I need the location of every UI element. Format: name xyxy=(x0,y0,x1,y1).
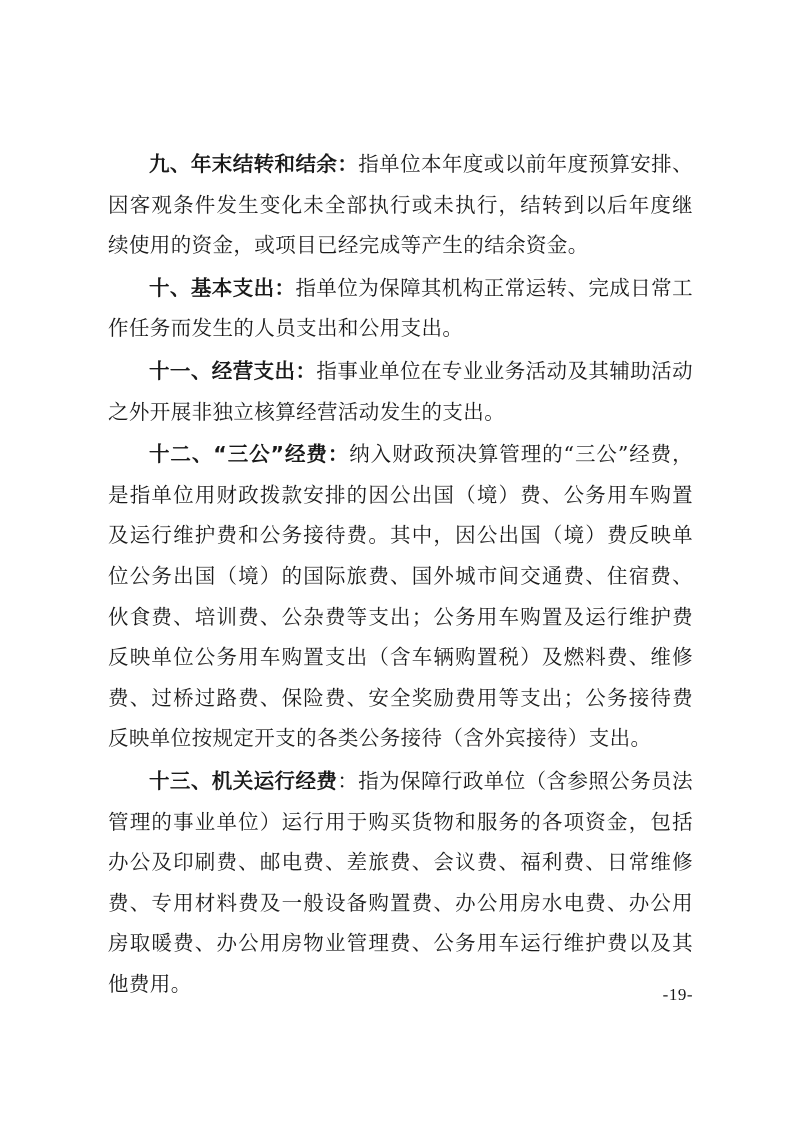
paragraph-year-end-balance xyxy=(108,144,693,266)
paragraph-operating-expenditure xyxy=(108,351,693,432)
paragraph-basic-expenditure xyxy=(108,268,693,349)
page-number: -19- xyxy=(662,985,693,1004)
definition-operating-expenditure: 指事业单位在专业业务活动及其辅助活动之外开展非独立核算经营活动发生的支出。 xyxy=(108,358,693,424)
paragraph-agency-operating-funds xyxy=(108,761,693,1005)
document-body xyxy=(108,144,693,1006)
term-operating-expenditure: 十一、经营支出： xyxy=(149,358,317,383)
term-basic-expenditure: 十、基本支出： xyxy=(149,275,296,300)
term-agency-operating-funds: 十三、机关运行经费 xyxy=(149,768,338,793)
definition-year-end-balance: 指单位本年度或以前年度预算安排、因客观条件发生变化未全部执行或未执行，结转到以后年度继续使用的资金，或项目已经完成等产生的结余资金。 xyxy=(108,152,694,258)
term-three-public-expenses: 十二、“三公”经费： xyxy=(149,442,350,467)
paragraph-three-public-expenses xyxy=(108,434,693,759)
definition-agency-operating-funds: ：指为保障行政单位（含参照公务员法管理的事业单位）运行用于购买货物和服务的各项资金，包括办公及印刷费、邮电费、差旅费、会议费、福利费、日常维修费、专用材料费及一般设备购置费、办公用房水电费、办公用房取暖费、办公用房物业管理费、公务用车运行维护费以及其他费用。 xyxy=(108,768,693,996)
definition-basic-expenditure: 指单位为保障其机构正常运转、完成日常工作任务而发生的人员支出和公用支出。 xyxy=(108,275,693,341)
term-year-end-balance: 九、年末结转和结余： xyxy=(149,152,359,176)
definition-three-public-expenses: 纳入财政预决算管理的“三公”经费，是指单位用财政拨款安排的因公出国（境）费、公务用车购置及运行维护费和公务接待费。其中，因公出国（境）费反映单位公务出国（境）的国际旅费、国外城市间交通费、住宿费、伙食费、培训费、公杂费等支出；公务用车购置及运行维护费反映单位公务用车购置支出（含车辆购置税）及燃料费、维修费、过桥过路费、保险费、安全奖励费用等支出；公务接待费反映单位按规定开支的各类公务接待（含外宾接待）支出。 xyxy=(108,442,693,751)
